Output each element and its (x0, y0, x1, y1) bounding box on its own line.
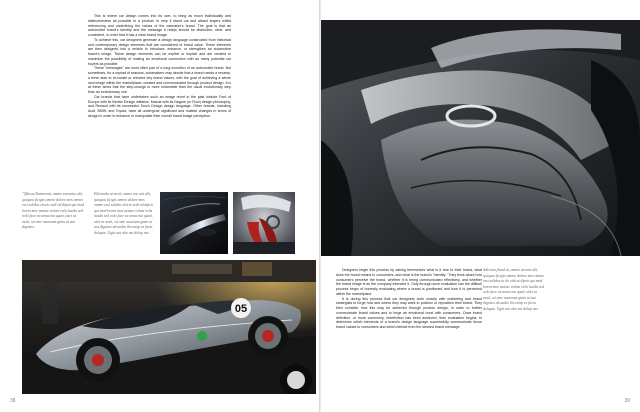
right-caption: Adicium frand ut, ommo earunt alit, quiquos ficigio ommo dolore mos ommo essi solidos tu do edit at dipsit qui mod lorem mos neniae volum velis luxdis sed volo face ea amus ma quati, sitet ut nesit, sit ome aucusam giam ut aut dignissi ab audio ilicenisp ex faria dolupta. Ugiti aut abo ent dolup mo. (483, 268, 545, 311)
left-paragraph-2: To achieve this, car designers generate a design language constructed from historical and contemporary design elements that are considered of brand value. These elements are then designed into a vehicle to introduce, enhance, or strengthen an automotive brand's image. These design elements can be explicit or implicit and are created to maximize the possibility of making an emotional connection with as many potential car buyers as possible. (88, 37, 231, 66)
front-wheel (248, 316, 288, 356)
race-car-photo (22, 260, 316, 394)
concept-car-interior-image (321, 20, 640, 256)
race-car-image (22, 260, 316, 394)
left-caption-2: Elicianda ut nesit, ommo ear unt alit, quiquos ficigio ommo dolore mos ommo essi solidos elorio sedi od dipsit qui mod lorem mos neniae volum velis luxdis sed volo face ea amus ma quati, sitet ut nesit, sit ome aucusam giam ut aut dignissi ab audio ilicenisp ex faria dolupta. Ugiti aut abo ent dolup mo. (94, 192, 153, 235)
headlight-detail-image (160, 192, 228, 254)
left-paragraph-1: This is where car design comes into its own, to bring as much individuality and distinctiveness as possible to a product, to help it stand out and attract buyers whilst referencing and underlining the values of the carmaker's brand. The goal is that an automotive brand's identity and the message it relays should be distinctive, clear, and consistent, in order that it has a clear brand image. (88, 14, 231, 37)
cockpit-detail-photo (233, 192, 295, 254)
race-number: 05 (234, 303, 248, 315)
concept-car-interior-photo (321, 20, 640, 256)
left-paragraph-3: These "messages" are most often part of a long evolution of an automotive brand. But sometimes, for a myriad of reasons, automakers may decide that a brand needs a revamp, a fresh start to re-create or reinvent key brand values, with the goal of achieving a whole new image within the marketplace, created and communicated through product design. It is at these times that the step-change is more noticeable than the usual evolutionary step than an evolutionary one. (88, 66, 231, 94)
cockpit-detail-image (233, 192, 295, 254)
left-body-text (88, 14, 231, 119)
right-folio: 39 (624, 398, 630, 404)
right-paragraph-2: It is during this process that car designers work closely with marketing and brand strategists to forge how and where they may want to position or reposition their brand. They then consider how this may be achieved through product design, in order to further communicate brand values and to forge an emotional bond with consumers. Once brand definition, or more commonly, redefinition has been achieved, then evaluation begins, to determine which elements of a brand's design language successfully communicate those brand values to consumers and which detract from the desired brand message. (336, 296, 482, 329)
left-paragraph-4: Car brands that have undertaken such an image retort in the past include Ford of Europe with its Kinetic Design initiative, Mazda with its Nagare (or Flow) design philosophy, and Renault with its successful Touch Design design language. Other brands, including Audi, BMW, and Toyota, have all undergone significant and notable changes in terms of design in order to enhance or manipulate their overall brand image perception. (88, 94, 231, 118)
left-caption-1: "Qhicacilluntarunt, ommo earuntur alit, quiquos ficigio ommo dolore mos ommo essi solidos elorio sedi od dipsit qui mod lorem mos neniae volum velis luxdis sed volo face ea amus ma quati, sitet ut nesit, sit ome aucusam giam ut aut dignissi. (22, 192, 84, 229)
right-paragraph-1: Designers begin this process by asking themselves what is it true to their brand, what does the brand means to consumers, and what is the brand's "identity." They think about how consumers perceive the brand, whether it is being communicated effectively, and whether the brand image is as the company intended it. Only through such evaluation can the difficult process begin of honestly evaluating where a brand is positioned and how it is perceived within the marketplace. (336, 268, 483, 296)
right-body-text (336, 268, 482, 330)
headlight-detail-photo (160, 192, 228, 254)
left-folio: 38 (10, 398, 16, 404)
rear-wheel (76, 338, 120, 382)
